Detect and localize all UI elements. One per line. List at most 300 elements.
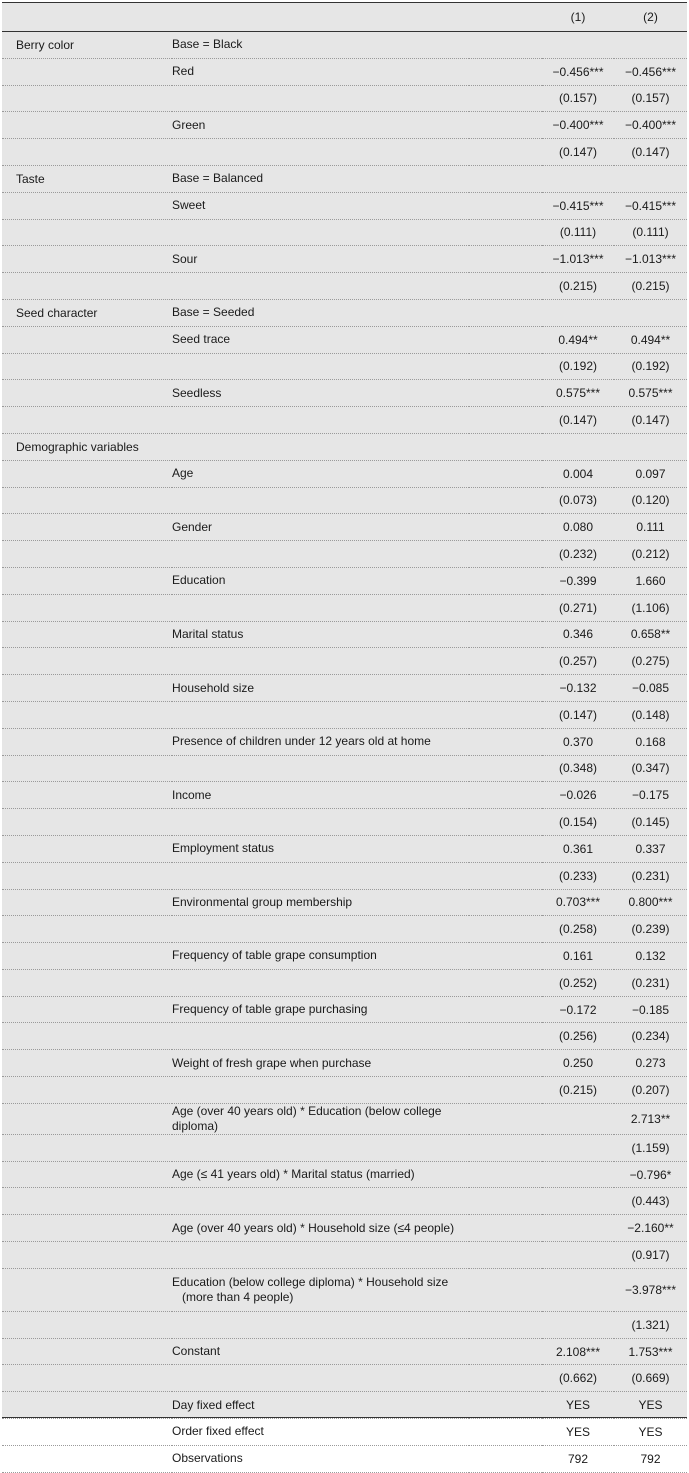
spacer-cell <box>469 541 542 568</box>
model-2-cell: (0.192) <box>614 353 687 380</box>
model-2-cell: −0.085 <box>614 675 687 702</box>
variable-cell: Green <box>172 112 469 139</box>
model-1-cell <box>542 1215 614 1242</box>
variable-cell: Presence of children under 12 years old at home <box>172 728 469 755</box>
table-row <box>2 809 687 836</box>
category-cell <box>2 246 172 273</box>
model-1-cell <box>542 299 614 326</box>
table-row <box>2 1215 687 1242</box>
model-2-cell: 2.713** <box>614 1103 687 1134</box>
variable-cell: Marital status <box>172 621 469 648</box>
spacer-cell <box>469 85 542 112</box>
spacer-cell <box>469 487 542 514</box>
table-row <box>2 541 687 568</box>
model-2-cell: −2.160** <box>614 1215 687 1242</box>
variable-cell: Day fixed effect <box>172 1392 469 1419</box>
model-2-cell: (0.917) <box>614 1242 687 1269</box>
category-cell <box>2 969 172 996</box>
variable-cell <box>172 1311 469 1338</box>
model-2-cell: −0.185 <box>614 996 687 1023</box>
category-cell <box>2 1023 172 1050</box>
spacer-cell <box>469 943 542 970</box>
category-cell <box>2 487 172 514</box>
category-cell <box>2 1268 172 1311</box>
category-cell <box>2 139 172 166</box>
table-row <box>2 862 687 889</box>
model-1-cell <box>542 1311 614 1338</box>
table-row <box>2 1134 687 1161</box>
model-1-cell: (0.215) <box>542 1077 614 1104</box>
model-1-cell: 0.004 <box>542 460 614 487</box>
category-cell <box>2 541 172 568</box>
model-2-cell: (0.669) <box>614 1365 687 1392</box>
variable-cell <box>172 969 469 996</box>
table-row <box>2 1311 687 1338</box>
spacer-cell <box>469 514 542 541</box>
spacer-cell <box>469 755 542 782</box>
header-cell <box>172 3 469 32</box>
category-cell <box>2 1077 172 1104</box>
model-1-cell: (0.111) <box>542 219 614 246</box>
spacer-cell <box>469 1023 542 1050</box>
variable-cell <box>172 487 469 514</box>
model-2-cell: (0.231) <box>614 862 687 889</box>
table-row <box>2 219 687 246</box>
model-1-cell: −0.399 <box>542 567 614 594</box>
category-cell <box>2 621 172 648</box>
category-cell <box>2 648 172 675</box>
model-1-cell: 0.250 <box>542 1050 614 1077</box>
model-2-cell: 0.800*** <box>614 889 687 916</box>
model-2-cell: (0.215) <box>614 273 687 300</box>
variable-cell <box>172 1268 469 1311</box>
table-row <box>2 139 687 166</box>
model-1-cell: −0.172 <box>542 996 614 1023</box>
model-2-cell: −3.978*** <box>614 1268 687 1311</box>
spacer-cell <box>469 460 542 487</box>
spacer-cell <box>469 835 542 862</box>
category-cell <box>2 1134 172 1161</box>
variable-cell: Base = Seeded <box>172 299 469 326</box>
header-cell <box>2 3 172 32</box>
variable-cell: Sweet <box>172 192 469 219</box>
table-row <box>2 755 687 782</box>
model-2-cell: (0.120) <box>614 487 687 514</box>
spacer-cell <box>469 996 542 1023</box>
model-1-cell: (0.192) <box>542 353 614 380</box>
category-cell <box>2 1311 172 1338</box>
variable-cell <box>172 85 469 112</box>
model-2-cell: 792 <box>614 1445 687 1472</box>
model-2-cell: 0.337 <box>614 835 687 862</box>
spacer-cell <box>469 1268 542 1311</box>
variable-cell: Age (over 40 years old) * Education (below college diploma) <box>172 1103 469 1134</box>
model-2-cell: (0.443) <box>614 1188 687 1215</box>
spacer-cell <box>469 862 542 889</box>
category-cell <box>2 943 172 970</box>
variable-cell <box>172 1023 469 1050</box>
category-cell <box>2 1392 172 1419</box>
model-1-cell: (0.147) <box>542 139 614 166</box>
table-row <box>2 1268 687 1311</box>
table-header-row <box>2 3 687 32</box>
category-cell <box>2 862 172 889</box>
table-row <box>2 112 687 139</box>
model-1-cell: (0.232) <box>542 541 614 568</box>
model-1-cell <box>542 1161 614 1188</box>
variable-cell <box>172 139 469 166</box>
model-2-cell: 0.494** <box>614 326 687 353</box>
model-2-cell: 0.575*** <box>614 380 687 407</box>
model-1-cell <box>542 1134 614 1161</box>
model-1-cell: 2.108*** <box>542 1338 614 1365</box>
model-1-cell: (0.258) <box>542 916 614 943</box>
category-cell <box>2 1338 172 1365</box>
model-2-cell: (0.147) <box>614 139 687 166</box>
variable-cell: Household size <box>172 675 469 702</box>
header-cell <box>469 3 542 32</box>
table-row <box>2 889 687 916</box>
model-2-cell: 0.273 <box>614 1050 687 1077</box>
model-2-cell: 1.660 <box>614 567 687 594</box>
table-row <box>2 1077 687 1104</box>
spacer-cell <box>469 112 542 139</box>
table-row <box>2 32 687 59</box>
category-cell <box>2 728 172 755</box>
spacer-cell <box>469 219 542 246</box>
spacer-cell <box>469 353 542 380</box>
table-row <box>2 621 687 648</box>
table-row <box>2 1023 687 1050</box>
model-2-cell: −0.415*** <box>614 192 687 219</box>
model-2-cell: 0.168 <box>614 728 687 755</box>
variable-cell: Observations <box>172 1445 469 1472</box>
model-1-cell: 0.161 <box>542 943 614 970</box>
model-1-cell: −0.132 <box>542 675 614 702</box>
model-2-cell: 1.753*** <box>614 1338 687 1365</box>
model-1-cell: 0.494** <box>542 326 614 353</box>
variable-cell <box>172 273 469 300</box>
model-1-cell: 0.370 <box>542 728 614 755</box>
model-2-cell: (0.207) <box>614 1077 687 1104</box>
spacer-cell <box>469 433 542 460</box>
model-2-cell: (1.321) <box>614 1311 687 1338</box>
variable-cell: Education <box>172 567 469 594</box>
spacer-cell <box>469 728 542 755</box>
model-1-cell: (0.073) <box>542 487 614 514</box>
category-cell: Seed character <box>2 299 172 326</box>
regression-table <box>2 3 687 1473</box>
category-cell <box>2 1215 172 1242</box>
variable-cell <box>172 1077 469 1104</box>
category-cell <box>2 755 172 782</box>
model-1-cell: YES <box>542 1419 614 1446</box>
variable-cell <box>172 1242 469 1269</box>
variable-cell: Base = Balanced <box>172 165 469 192</box>
variable-label: Education (below college diploma) * Household size (more than 4 people) <box>172 1274 449 1304</box>
spacer-cell <box>469 1242 542 1269</box>
spacer-cell <box>469 1215 542 1242</box>
spacer-cell <box>469 1103 542 1134</box>
category-cell <box>2 1050 172 1077</box>
model-2-cell: −0.796* <box>614 1161 687 1188</box>
model-1-cell: (0.154) <box>542 809 614 836</box>
category-cell <box>2 1161 172 1188</box>
category-cell <box>2 460 172 487</box>
model-2-cell: (0.239) <box>614 916 687 943</box>
variable-cell: Age (≤ 41 years old) * Marital status (married) <box>172 1161 469 1188</box>
spacer-cell <box>469 1077 542 1104</box>
model-1-cell: 792 <box>542 1445 614 1472</box>
table-row <box>2 326 687 353</box>
variable-cell: Income <box>172 782 469 809</box>
table-row <box>2 943 687 970</box>
model-2-cell <box>614 32 687 59</box>
table-row <box>2 246 687 273</box>
category-cell <box>2 916 172 943</box>
spacer-cell <box>469 1419 542 1446</box>
table-row <box>2 728 687 755</box>
variable-cell: Seed trace <box>172 326 469 353</box>
model-1-cell: (0.252) <box>542 969 614 996</box>
category-cell <box>2 675 172 702</box>
model-2-cell: (0.212) <box>614 541 687 568</box>
spacer-cell <box>469 809 542 836</box>
category-cell <box>2 567 172 594</box>
table-row <box>2 58 687 85</box>
spacer-cell <box>469 889 542 916</box>
table-row <box>2 1445 687 1472</box>
spacer-cell <box>469 1134 542 1161</box>
category-cell <box>2 380 172 407</box>
spacer-cell <box>469 139 542 166</box>
model-1-cell <box>542 1103 614 1134</box>
variable-cell <box>172 541 469 568</box>
variable-cell <box>172 701 469 728</box>
model-2-cell: 0.658** <box>614 621 687 648</box>
variable-cell <box>172 353 469 380</box>
model-1-cell: −1.013*** <box>542 246 614 273</box>
variable-cell: Gender <box>172 514 469 541</box>
spacer-cell <box>469 380 542 407</box>
model-2-cell: (0.234) <box>614 1023 687 1050</box>
model-2-cell: −0.175 <box>614 782 687 809</box>
model-1-cell: (0.233) <box>542 862 614 889</box>
category-cell <box>2 1445 172 1472</box>
model-1-cell <box>542 1242 614 1269</box>
model-1-cell: −0.456*** <box>542 58 614 85</box>
model-1-cell: (0.147) <box>542 407 614 434</box>
category-cell <box>2 835 172 862</box>
model-1-cell <box>542 32 614 59</box>
model-2-cell <box>614 299 687 326</box>
spacer-cell <box>469 299 542 326</box>
table-row <box>2 675 687 702</box>
model-1-cell: 0.575*** <box>542 380 614 407</box>
model-2-cell: (0.347) <box>614 755 687 782</box>
category-cell <box>2 594 172 621</box>
spacer-cell <box>469 1365 542 1392</box>
model-1-cell: (0.215) <box>542 273 614 300</box>
variable-cell: Weight of fresh grape when purchase <box>172 1050 469 1077</box>
variable-cell: Age <box>172 460 469 487</box>
model-2-cell: −0.400*** <box>614 112 687 139</box>
category-cell <box>2 112 172 139</box>
variable-cell <box>172 809 469 836</box>
table-row <box>2 1050 687 1077</box>
category-cell <box>2 809 172 836</box>
model-2-cell <box>614 433 687 460</box>
spacer-cell <box>469 1188 542 1215</box>
model-1-cell <box>542 1188 614 1215</box>
spacer-cell <box>469 1161 542 1188</box>
header-col-2: (2) <box>614 3 687 32</box>
variable-cell <box>172 219 469 246</box>
model-1-cell: (0.348) <box>542 755 614 782</box>
spacer-cell <box>469 407 542 434</box>
variable-cell <box>172 916 469 943</box>
table-row <box>2 835 687 862</box>
model-1-cell: 0.361 <box>542 835 614 862</box>
variable-cell: Frequency of table grape purchasing <box>172 996 469 1023</box>
model-2-cell: −0.456*** <box>614 58 687 85</box>
model-2-cell: YES <box>614 1419 687 1446</box>
spacer-cell <box>469 567 542 594</box>
variable-cell <box>172 862 469 889</box>
spacer-cell <box>469 246 542 273</box>
model-1-cell: −0.415*** <box>542 192 614 219</box>
category-cell <box>2 273 172 300</box>
table-row <box>2 85 687 112</box>
spacer-cell <box>469 594 542 621</box>
table-row <box>2 165 687 192</box>
model-2-cell: (0.148) <box>614 701 687 728</box>
model-1-cell <box>542 1268 614 1311</box>
table-row <box>2 192 687 219</box>
table-row <box>2 273 687 300</box>
variable-cell: Environmental group membership <box>172 889 469 916</box>
category-cell <box>2 85 172 112</box>
spacer-cell <box>469 58 542 85</box>
table-row <box>2 1103 687 1134</box>
table-row <box>2 1392 687 1419</box>
model-1-cell <box>542 165 614 192</box>
spacer-cell <box>469 969 542 996</box>
model-1-cell: 0.703*** <box>542 889 614 916</box>
category-cell: Berry color <box>2 32 172 59</box>
category-cell <box>2 889 172 916</box>
model-1-cell: YES <box>542 1392 614 1419</box>
table-row <box>2 1338 687 1365</box>
model-2-cell: 0.097 <box>614 460 687 487</box>
table-row <box>2 648 687 675</box>
variable-cell <box>172 1134 469 1161</box>
category-cell <box>2 701 172 728</box>
table-row <box>2 433 687 460</box>
variable-cell: Age (over 40 years old) * Household size (≤4 people) <box>172 1215 469 1242</box>
header-col-1: (1) <box>542 3 614 32</box>
variable-cell: Order fixed effect <box>172 1419 469 1446</box>
variable-cell <box>172 594 469 621</box>
spacer-cell <box>469 1311 542 1338</box>
model-1-cell: −0.400*** <box>542 112 614 139</box>
category-cell <box>2 192 172 219</box>
category-cell <box>2 407 172 434</box>
spacer-cell <box>469 1050 542 1077</box>
category-cell <box>2 58 172 85</box>
spacer-cell <box>469 782 542 809</box>
model-1-cell: (0.147) <box>542 701 614 728</box>
model-1-cell: (0.256) <box>542 1023 614 1050</box>
model-2-cell: (0.111) <box>614 219 687 246</box>
table-row <box>2 916 687 943</box>
table-row <box>2 594 687 621</box>
spacer-cell <box>469 1445 542 1472</box>
model-1-cell: 0.080 <box>542 514 614 541</box>
spacer-cell <box>469 1392 542 1419</box>
category-cell <box>2 1365 172 1392</box>
table-row <box>2 353 687 380</box>
model-2-cell: (1.106) <box>614 594 687 621</box>
category-cell <box>2 1103 172 1134</box>
table-row <box>2 487 687 514</box>
variable-cell: Base = Black <box>172 32 469 59</box>
model-2-cell: (0.275) <box>614 648 687 675</box>
table-row <box>2 407 687 434</box>
table-body <box>2 32 687 1473</box>
spacer-cell <box>469 326 542 353</box>
regression-table-panel <box>2 2 687 1466</box>
category-cell <box>2 514 172 541</box>
table-row <box>2 380 687 407</box>
variable-cell: Constant <box>172 1338 469 1365</box>
table-row <box>2 996 687 1023</box>
category-cell <box>2 1188 172 1215</box>
table-row <box>2 514 687 541</box>
variable-cell <box>172 407 469 434</box>
variable-cell: Frequency of table grape consumption <box>172 943 469 970</box>
table-row <box>2 1419 687 1446</box>
table-row <box>2 567 687 594</box>
variable-cell: Sour <box>172 246 469 273</box>
category-cell <box>2 782 172 809</box>
category-cell <box>2 326 172 353</box>
model-1-cell: (0.662) <box>542 1365 614 1392</box>
table-row <box>2 969 687 996</box>
spacer-cell <box>469 192 542 219</box>
model-2-cell: −1.013*** <box>614 246 687 273</box>
model-2-cell: (0.231) <box>614 969 687 996</box>
spacer-cell <box>469 916 542 943</box>
spacer-cell <box>469 675 542 702</box>
model-2-cell: 0.132 <box>614 943 687 970</box>
category-cell <box>2 996 172 1023</box>
model-1-cell: (0.157) <box>542 85 614 112</box>
model-1-cell: −0.026 <box>542 782 614 809</box>
model-1-cell: (0.257) <box>542 648 614 675</box>
table-row <box>2 701 687 728</box>
model-1-cell: 0.346 <box>542 621 614 648</box>
spacer-cell <box>469 701 542 728</box>
table-row <box>2 782 687 809</box>
variable-cell: Red <box>172 58 469 85</box>
variable-cell: Employment status <box>172 835 469 862</box>
spacer-cell <box>469 621 542 648</box>
spacer-cell <box>469 648 542 675</box>
spacer-cell <box>469 32 542 59</box>
category-cell <box>2 1419 172 1446</box>
model-1-cell: (0.271) <box>542 594 614 621</box>
